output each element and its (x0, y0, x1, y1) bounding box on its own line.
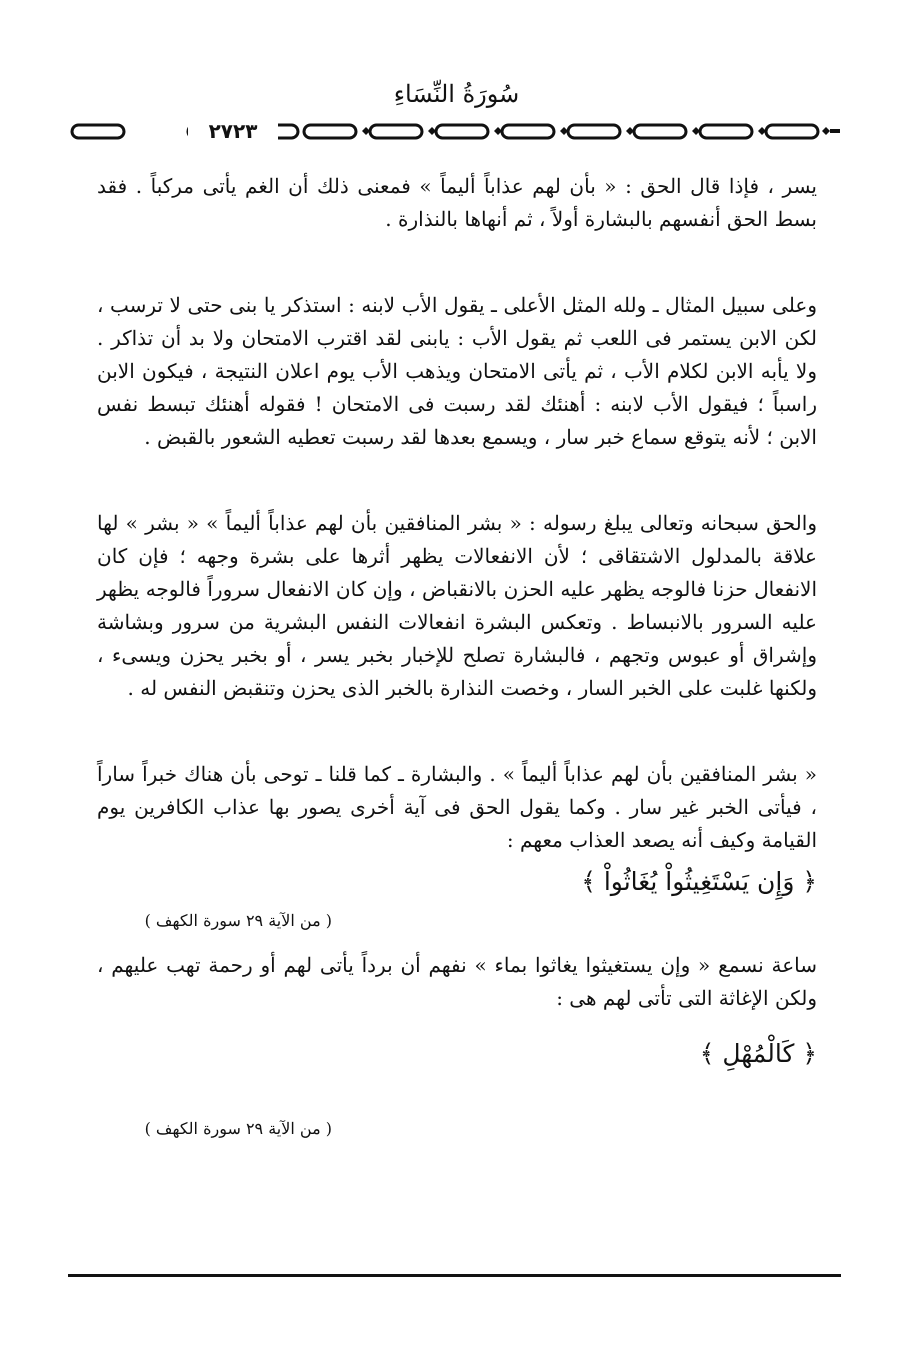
ornamental-header-band (70, 120, 840, 142)
surah-title: سُورَةُ النِّسَاءِ (393, 80, 520, 108)
footer-divider (68, 1274, 841, 1277)
page-number: ٢٧٢٣ (188, 119, 278, 143)
quran-verse-2: ﴿ كَالْمُهْلِ ﴾ (699, 1039, 817, 1068)
paragraph-2: وعلى سبيل المثال ـ ولله المثل الأعلى ـ يقول الأب لابنه : استذكر يا بنى حتى لا ترسب ، لكن الابن يستمر فى اللعب ثم يقول الأب : يابنى لقد اقترب الامتحان ولا بد أن تذاكر . ولا يأبه الابن لكلام الأب ، ثم يأتى الامتحان ويذهب الأب يوم اعلان النتيجة ، فيكون الابن راسباً ؛ فيقول الأب لابنه : أهنئك لقد رسبت فى الامتحان ! فقوله أهنئك تبسط نفس الابن ؛ لأنه يتوقع سماع خبر سار ، ويسمع بعدها لقد رسبت تعطيه الشعور بالقبض . (97, 293, 817, 449)
paragraph-3: والحق سبحانه وتعالى يبلغ رسوله : « بشر المنافقين بأن لهم عذاباً أليماً » « بشر » لها علاقة بالمدلول الاشتقاقى ؛ لأن الانفعالات يظهر أثرها على بشرة وجهه ؛ فإن كان الانفعال حزنا فالوجه يظهر عليه الحزن بالانقباض ، وإن كان الانفعال سروراً فالوجه يظهر عليه السرور بالانبساط . وتعكس البشرة انفعالات النفس البشرية من سرور وبشاشة وإشراق أو عبوس وتجهم ، فالبشارة تصلح للإخبار بخبر يسر ، أو بخبر يحزن ويسىء ، ولكنها غلبت على الخبر السار ، وخصت النذارة بالخبر الذى يحزن وتنقبض النفس له . (97, 511, 817, 700)
quran-verse-1: ﴿ وَإِن يَسْتَغِيثُواْ يُغَاثُواْ ﴾ (581, 867, 817, 896)
verse-reference-2: ( من الآية ٢٩ سورة الكهف ) (144, 1119, 332, 1138)
paragraph-5: ساعة نسمع « وإن يستغيثوا يغاثوا بماء » نفهم أن برداً يأتى لهم أو رحمة تهب عليهم ، ولكن الإغاثة التى تأتى لهم هى : (97, 953, 817, 1010)
paragraph-4: « بشر المنافقين بأن لهم عذاباً أليماً » . والبشارة ـ كما قلنا ـ توحى بأن هناك خبراً ساراً ، فيأتى الخبر غير سار . وكما يقول الحق فى آية أخرى يصور بها عذاب الكافرين يوم القيامة وكيف أنه يصعد العذاب معهم : (97, 762, 817, 852)
verse-reference-1: ( من الآية ٢٩ سورة الكهف ) (144, 911, 332, 930)
chain-ornament-icon (70, 120, 840, 142)
main-text (97, 170, 817, 1143)
paragraph-1: يسر ، فإذا قال الحق : « بأن لهم عذاباً أليماً » فمعنى ذلك أن الغم يأتى مركباً . فقد بسط الحق أنفسهم بالبشارة أولاً ، ثم أنهاها بالنذارة . (97, 174, 817, 231)
